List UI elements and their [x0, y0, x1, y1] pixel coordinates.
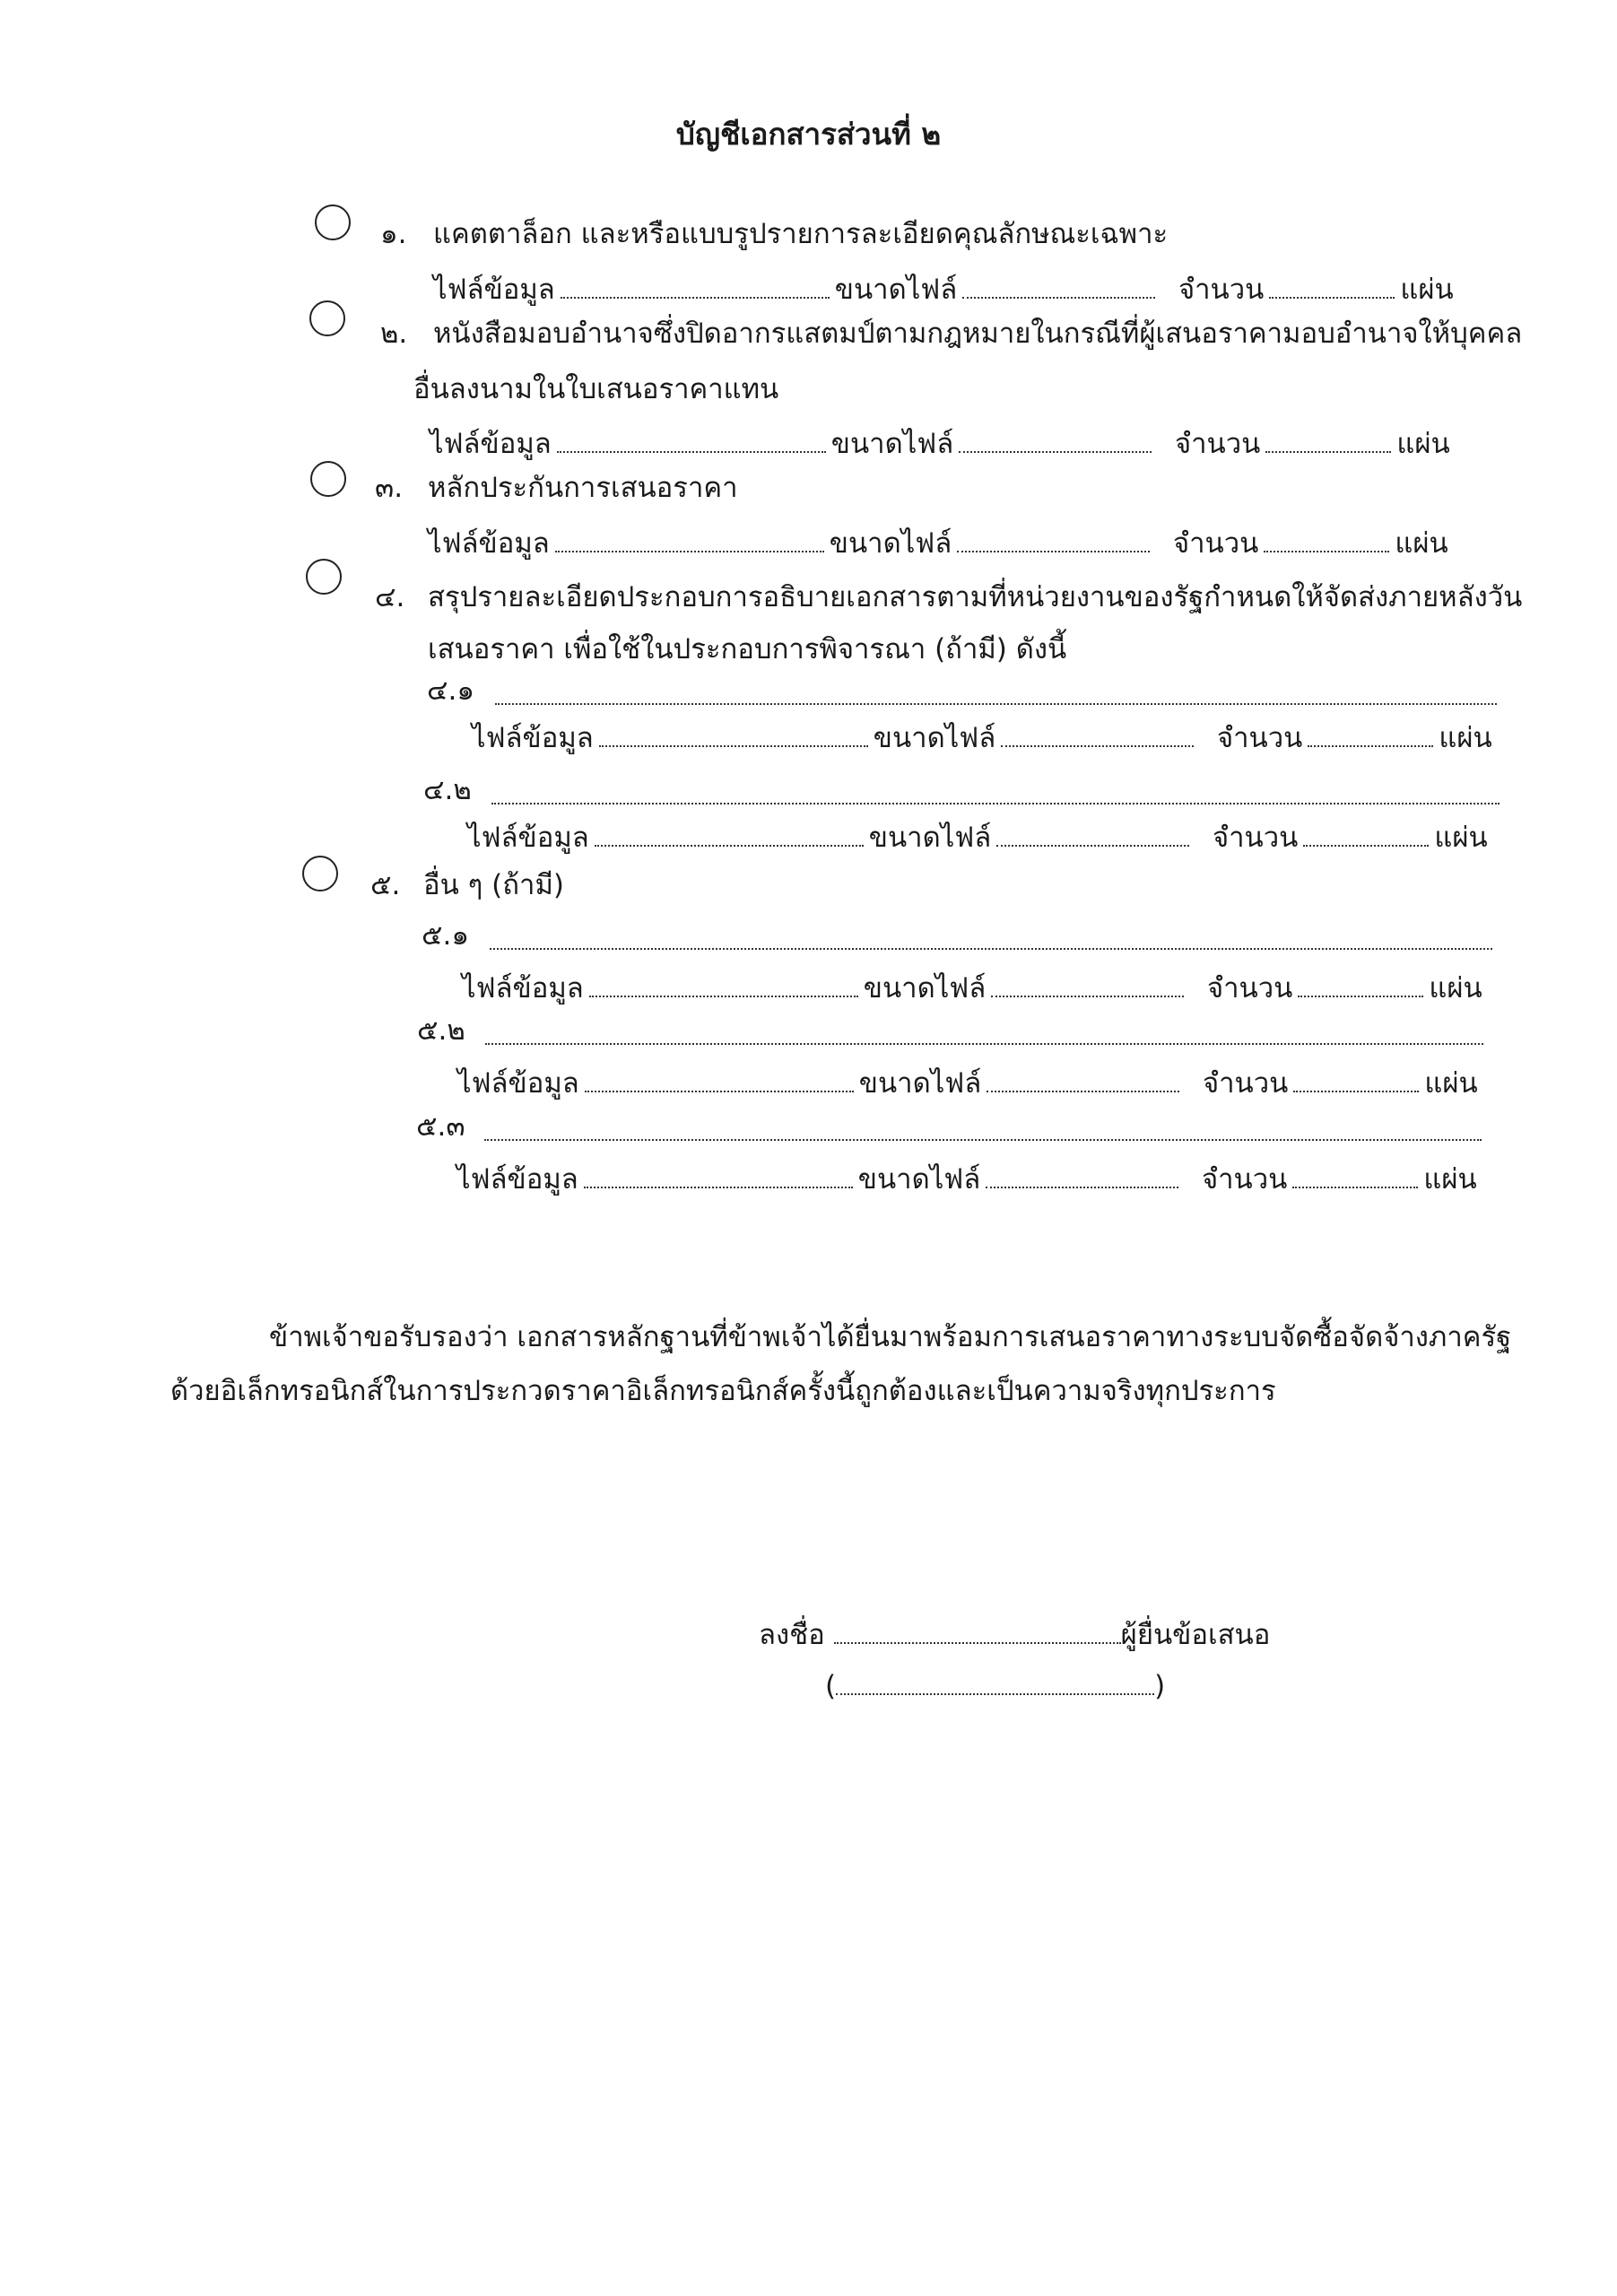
- unit-label: แผ่น: [1429, 972, 1482, 1004]
- certification-line-2: ด้วยอิเล็กทรอนิกส์ในการประกวดราคาอิเล็กทรอนิกส์ครั้งนี้ถูกต้องและเป็นความจริงทุกประการ: [170, 1375, 1276, 1407]
- item-5-title: อื่น ๆ (ถ้ามี): [423, 869, 564, 901]
- file-row: [472, 722, 1492, 754]
- page-count-field[interactable]: [1293, 1091, 1419, 1092]
- sub-item-5-2-number: ๕.๒: [417, 1014, 465, 1047]
- count-label: จำนวน: [1174, 428, 1261, 460]
- item-3-number: ๓.: [375, 472, 404, 504]
- printed-name-row: [825, 1670, 1166, 1702]
- file-name-field[interactable]: [557, 451, 826, 453]
- file-label: ไฟล์ข้อมูล: [467, 822, 589, 854]
- unit-label: แผ่น: [1400, 274, 1454, 306]
- file-label: ไฟล์ข้อมูล: [430, 428, 552, 460]
- file-size-field[interactable]: [996, 845, 1189, 847]
- item-1-number: ๑.: [380, 218, 407, 250]
- unit-label: แผ่น: [1434, 822, 1488, 854]
- item-3-title: หลักประกันการเสนอราคา: [428, 472, 738, 504]
- item-4-radio[interactable]: [306, 559, 342, 595]
- file-label: ไฟล์ข้อมูล: [456, 1163, 578, 1196]
- page-count-field[interactable]: [1303, 845, 1429, 847]
- file-label: ไฟล์ข้อมูล: [462, 972, 584, 1004]
- item-2-title-line-1: หนังสือมอบอำนาจซึ่งปิดอากรแสตมป์ตามกฎหมายในกรณีที่ผู้เสนอราคามอบอำนาจให้บุคคล: [433, 317, 1523, 350]
- sub-item-5-2-description-field[interactable]: [485, 1043, 1483, 1045]
- sub-item-5-3-description-field[interactable]: [484, 1139, 1482, 1141]
- file-row: [457, 1067, 1478, 1100]
- item-5-radio[interactable]: [302, 856, 338, 891]
- size-label: ขนาดไฟล์: [868, 822, 992, 854]
- item-1-radio[interactable]: [315, 204, 351, 240]
- close-paren: ): [1154, 1670, 1166, 1702]
- file-size-field[interactable]: [1001, 745, 1194, 747]
- unit-label: แผ่น: [1423, 1163, 1477, 1196]
- item-1-title: แคตตาล็อก และหรือแบบรูปรายการละเอียดคุณลักษณะเฉพาะ: [433, 218, 1169, 250]
- file-name-field[interactable]: [561, 297, 830, 299]
- signature-row: [759, 1619, 1271, 1651]
- file-label: ไฟล์ข้อมูล: [433, 274, 555, 306]
- item-4-title-line-2: เสนอราคา เพื่อใช้ในประกอบการพิจารณา (ถ้ามี) ดังนี้: [428, 633, 1067, 665]
- file-size-field[interactable]: [987, 1091, 1179, 1092]
- item-2-radio[interactable]: [309, 300, 345, 336]
- file-name-field[interactable]: [599, 745, 868, 747]
- file-row: [433, 276, 1454, 304]
- size-label: ขนาดไฟล์: [863, 972, 987, 1004]
- file-name-field[interactable]: [595, 845, 864, 847]
- file-label: ไฟล์ข้อมูล: [457, 1067, 579, 1100]
- item-4-title-line-1: สรุปรายละเอียดประกอบการอธิบายเอกสารตามที่หน่วยงานของรัฐกำหนดให้จัดส่งภายหลังวัน: [428, 581, 1523, 613]
- size-label: ขนาดไฟล์: [829, 527, 952, 560]
- open-paren: (: [825, 1670, 837, 1702]
- unit-label: แผ่น: [1424, 1067, 1478, 1100]
- count-label: จำนวน: [1202, 1067, 1289, 1100]
- file-name-field[interactable]: [589, 996, 858, 997]
- item-2-title-line-2: อื่นลงนามในใบเสนอราคาแทน: [413, 373, 779, 405]
- file-row: [456, 1163, 1477, 1196]
- count-label: จำนวน: [1216, 722, 1303, 754]
- file-row: [428, 527, 1448, 560]
- printed-name-field[interactable]: [836, 1693, 1154, 1695]
- unit-label: แผ่น: [1439, 722, 1492, 754]
- page-count-field[interactable]: [1269, 297, 1395, 299]
- count-label: จำนวน: [1212, 822, 1299, 854]
- item-4-number: ๔.: [375, 581, 405, 613]
- unit-label: แผ่น: [1396, 428, 1450, 460]
- file-name-field[interactable]: [584, 1187, 853, 1188]
- page-count-field[interactable]: [1265, 451, 1391, 453]
- role-label: ผู้ยื่นข้อเสนอ: [1120, 1619, 1271, 1651]
- file-row: [467, 824, 1488, 852]
- sub-item-5-3-number: ๕.๓: [416, 1110, 465, 1143]
- sub-item-4-2-description-field[interactable]: [491, 803, 1500, 804]
- page-count-field[interactable]: [1298, 996, 1423, 997]
- file-row: [462, 972, 1482, 1004]
- signature-field[interactable]: [834, 1642, 1121, 1644]
- size-label: ขนาดไฟล์: [857, 1163, 981, 1196]
- page-count-field[interactable]: [1292, 1187, 1418, 1188]
- sign-label: ลงชื่อ: [759, 1619, 825, 1651]
- file-size-field[interactable]: [962, 297, 1155, 299]
- file-size-field[interactable]: [986, 1187, 1178, 1188]
- count-label: จำนวน: [1172, 527, 1259, 560]
- page-title: บัญชีเอกสารส่วนที่ ๒: [675, 117, 942, 152]
- file-name-field[interactable]: [555, 551, 824, 552]
- page-count-field[interactable]: [1308, 745, 1433, 747]
- sub-item-4-2-number: ๔.๒: [423, 774, 472, 806]
- unit-label: แผ่น: [1395, 527, 1448, 560]
- file-label: ไฟล์ข้อมูล: [472, 722, 594, 754]
- count-label: จำนวน: [1178, 274, 1265, 306]
- sub-item-4-1-description-field[interactable]: [495, 703, 1497, 705]
- count-label: จำนวน: [1201, 1163, 1288, 1196]
- size-label: ขนาดไฟล์: [873, 722, 996, 754]
- size-label: ขนาดไฟล์: [858, 1067, 982, 1100]
- sub-item-5-1-number: ๕.๑: [422, 919, 469, 952]
- size-label: ขนาดไฟล์: [834, 274, 958, 306]
- count-label: จำนวน: [1206, 972, 1293, 1004]
- file-label: ไฟล์ข้อมูล: [428, 527, 550, 560]
- item-2-number: ๒.: [380, 317, 408, 350]
- file-size-field[interactable]: [957, 551, 1150, 552]
- file-size-field[interactable]: [959, 451, 1152, 453]
- item-3-radio[interactable]: [310, 461, 346, 497]
- certification-line-1: ข้าพเจ้าขอรับรองว่า เอกสารหลักฐานที่ข้าพเจ้าได้ยื่นมาพร้อมการเสนอราคาทางระบบจัดซื้อจัดจ้างภาครัฐ: [269, 1321, 1512, 1353]
- page-count-field[interactable]: [1264, 551, 1389, 552]
- file-size-field[interactable]: [991, 996, 1184, 997]
- item-5-number: ๕.: [370, 869, 401, 901]
- sub-item-4-1-number: ๔.๑: [427, 674, 474, 707]
- sub-item-5-1-description-field[interactable]: [490, 948, 1492, 950]
- file-row: [430, 430, 1450, 458]
- size-label: ขนาดไฟล์: [830, 428, 954, 460]
- file-name-field[interactable]: [585, 1091, 854, 1092]
